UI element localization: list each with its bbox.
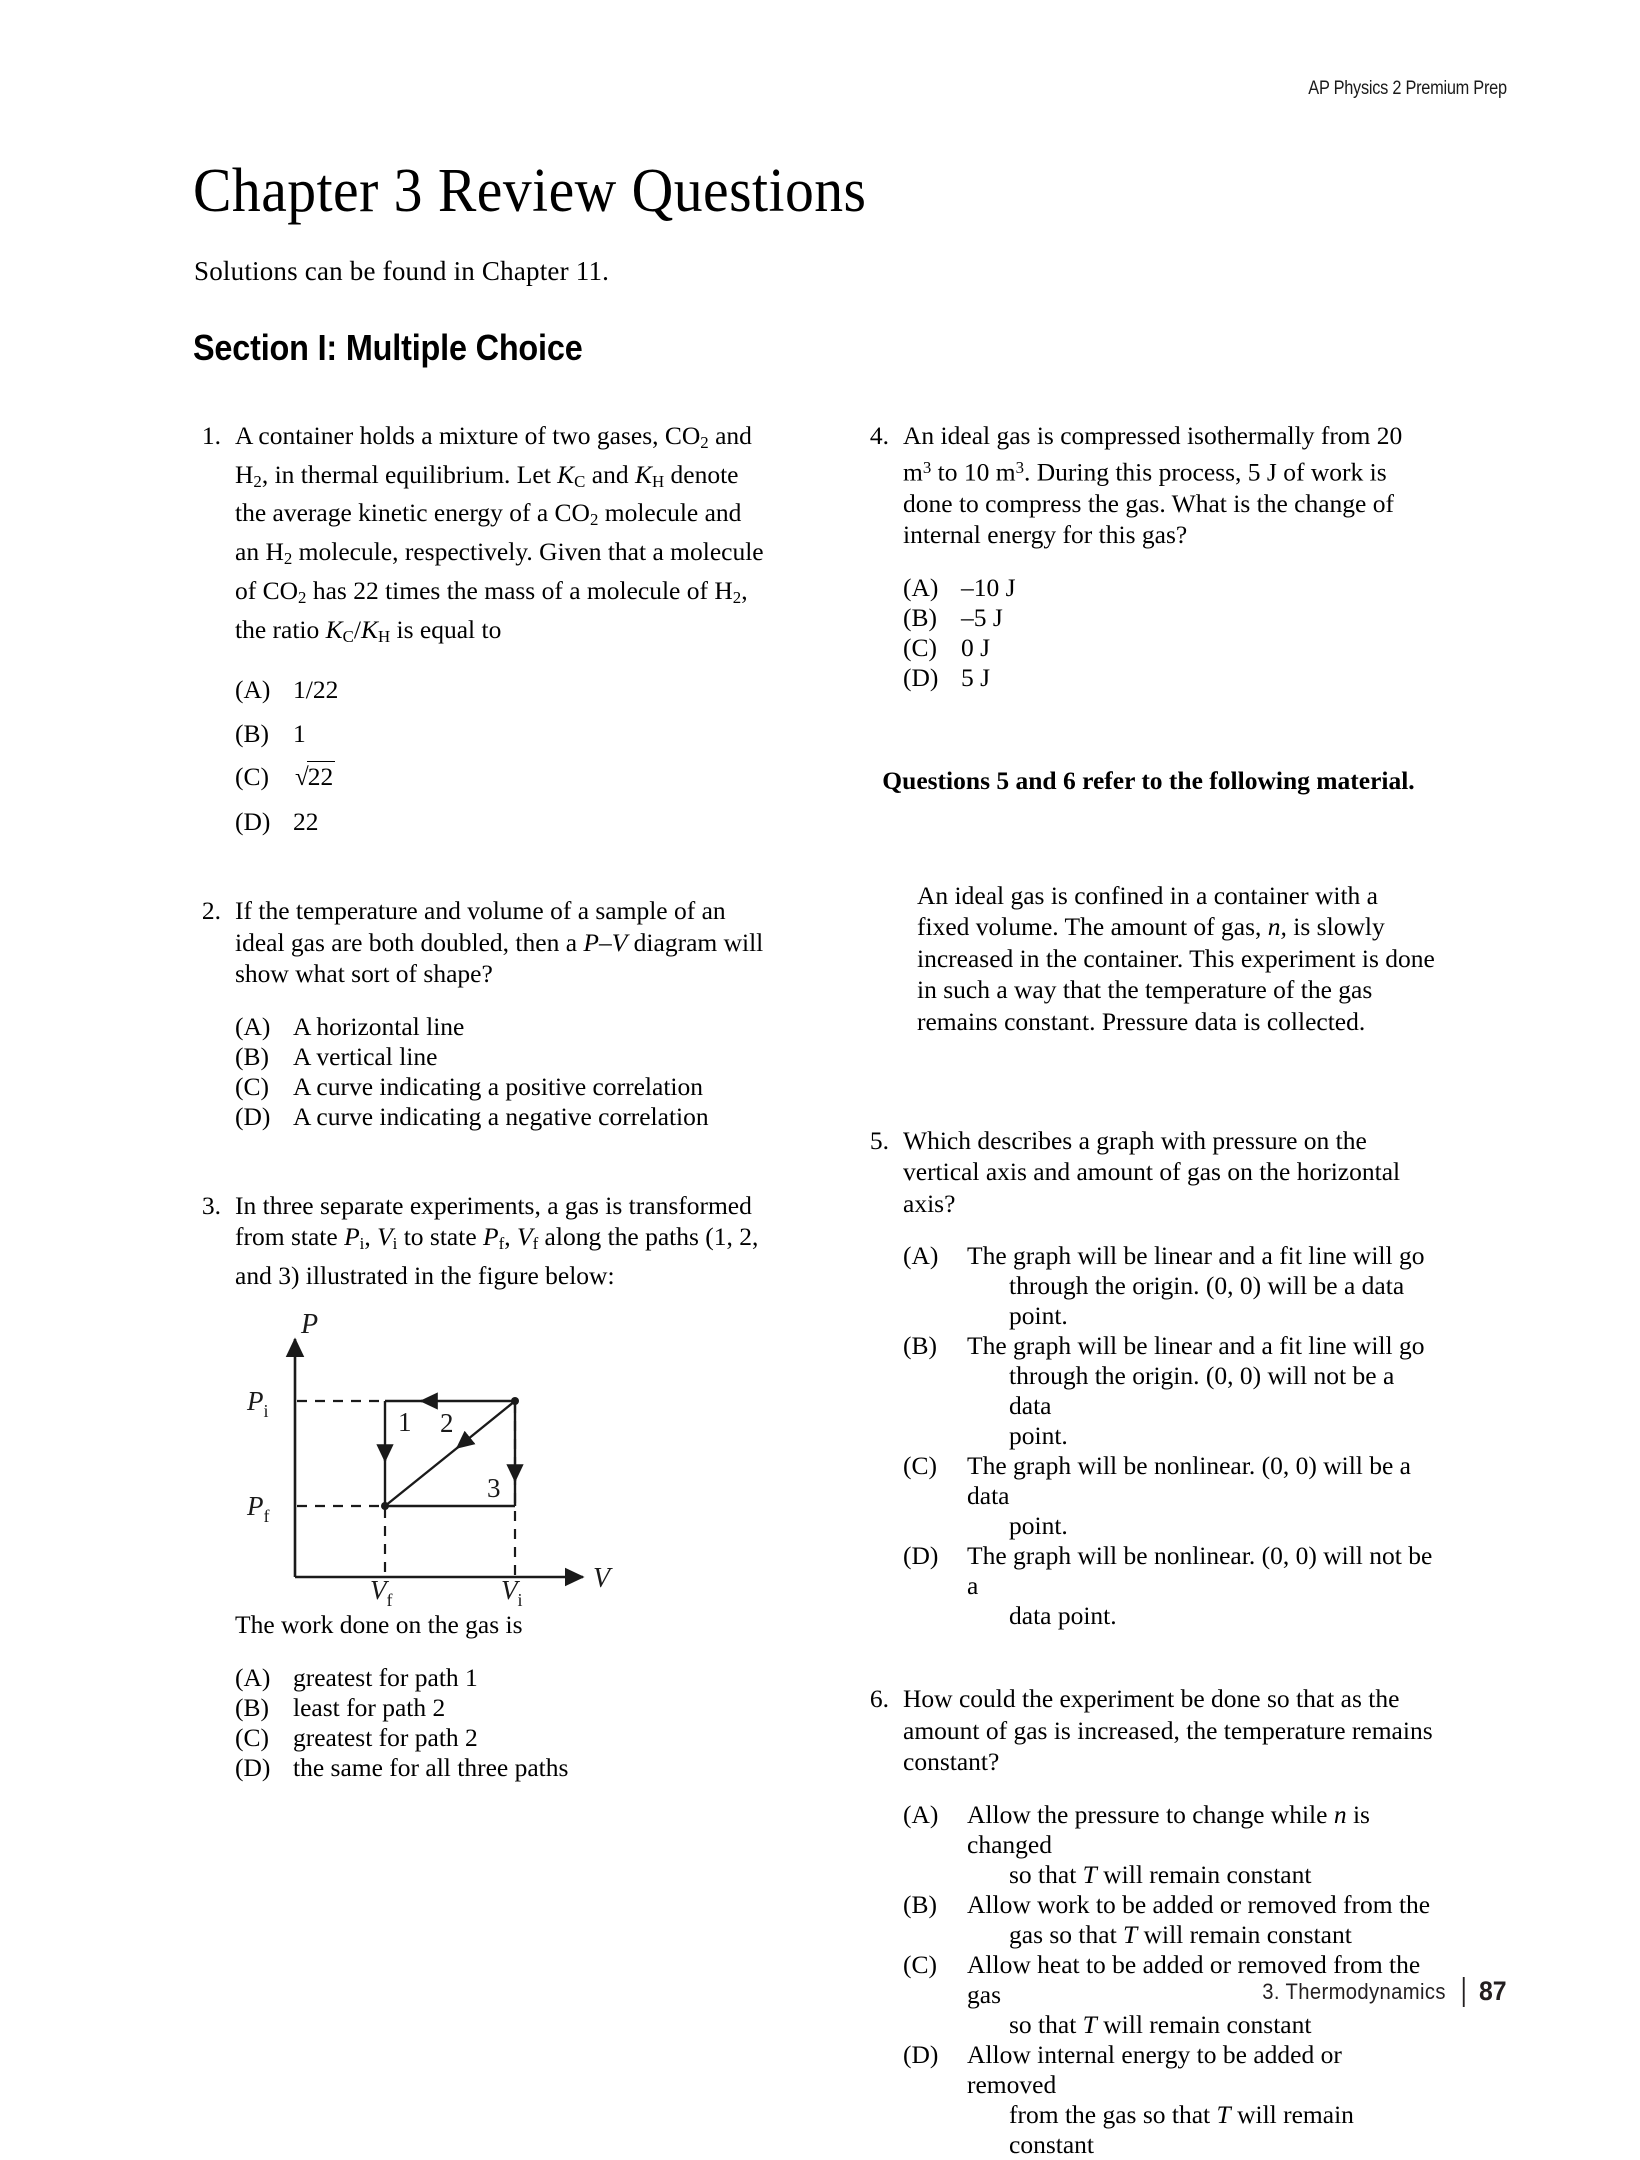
option-label: (C) (235, 1071, 269, 1101)
page-number: 87 (1479, 1976, 1507, 2006)
vi-label: $V_i$ (501, 1575, 523, 1611)
solutions-note: Solutions can be found in Chapter 11. (194, 256, 610, 286)
question-stem: How could the experiment be done so that as the amount of gas is increased, the temperature remains constant? (903, 1684, 1433, 1777)
option-item[interactable] (235, 674, 768, 706)
stem-seg: , (364, 1222, 378, 1252)
option-item[interactable] (903, 1451, 1436, 1541)
option-item[interactable] (235, 806, 768, 838)
footer-chapter-label: 3. Thermodynamics (1262, 1978, 1447, 2004)
options-list-q3 (235, 1663, 795, 1783)
option-text: A curve indicating a negative correlation (293, 1101, 709, 1131)
option-text: 22 (293, 806, 319, 836)
option-label-spacer (903, 1601, 967, 1631)
stem-seg: , in thermal equilibrium. Let (261, 459, 558, 489)
pf-label: $P_f$ (247, 1491, 270, 1527)
option-item[interactable] (235, 761, 768, 794)
question-3-prompt: The work done on the gas is (235, 1610, 523, 1640)
stem-seg: molecule, respectively. Given that a molecule of CO (235, 537, 764, 605)
option-label: (B) (903, 1331, 937, 1361)
question-number: 6. (869, 1684, 889, 1714)
option-text-cont: through the origin. (0, 0) will be a data point. (1009, 1271, 1405, 1331)
option-text: A horizontal line (293, 1011, 465, 1041)
option-text: 0 J (961, 632, 991, 662)
option-label: (C) (235, 1722, 269, 1752)
option-item[interactable] (235, 1042, 768, 1072)
question-stem: A container holds a mixture of two gases, $CO_2$ and $H_2$, in thermal equilibrium. Let $K_C$ and $K_H$ denote the average kinetic energy of a $CO_2$ molecule and an $H_2$ molecule, respectively. Given that a molecule of $CO_2$ has 22 times the mass of a molecule of $H_2$, the ratio $K_C/K_H$ is equal to (235, 421, 764, 646)
stimulus-text (861, 880, 1436, 1038)
option-item[interactable] (235, 718, 768, 750)
page-title: Chapter 3 Review Questions (193, 157, 867, 225)
option-text: The graph will be nonlinear. (0, 0) will not be a (967, 1541, 1433, 1601)
question-4 (861, 420, 1436, 693)
option-text-cont: so that T will remain constant (1009, 2009, 1312, 2039)
option-text: –10 J (961, 572, 1016, 602)
option-item[interactable] (903, 573, 1436, 603)
right-column (861, 420, 1436, 2160)
option-label: (A) (903, 1241, 939, 1271)
option-label: (D) (235, 806, 271, 836)
option-label: (B) (235, 1692, 269, 1722)
option-text: The graph will be nonlinear. (0, 0) will be a data (967, 1451, 1411, 1511)
option-item[interactable] (235, 1723, 795, 1753)
question-3 (193, 1190, 768, 1783)
stem-seg: , the ratio (235, 575, 748, 644)
stem-seg: has 22 times the mass of a molecule of H (306, 575, 733, 605)
option-item[interactable] (903, 1890, 1436, 1950)
option-text: greatest for path 1 (293, 1662, 478, 1692)
option-text-cont: point. (1009, 1511, 1068, 1541)
question-number: 3. (201, 1190, 221, 1220)
option-label: (C) (903, 1949, 937, 1979)
option-text: Allow heat to be added or removed from the gas (967, 1949, 1421, 2009)
left-column (193, 420, 768, 1783)
option-text: Allow internal energy to be added or removed (967, 2039, 1342, 2099)
option-item[interactable] (903, 2040, 1436, 2160)
stem-seg: to 10 m (931, 457, 1016, 487)
option-label: (A) (235, 1662, 271, 1692)
stimulus-seg: is slowly increased in the container. This experiment is done in such a way that the temperature of the gas remains constant. Pressure data is collected. (917, 912, 1435, 1036)
vf-label: $V_f$ (370, 1575, 393, 1611)
path-2-label: 2 (440, 1408, 454, 1439)
question-5 (861, 1125, 1436, 1632)
pv-diagram-svg (235, 1309, 635, 1611)
stem-seg: diagram will show what sort of shape? (235, 927, 764, 989)
stem-seg: , (504, 1222, 517, 1252)
option-text: Allow the pressure to change while n is changed (967, 1799, 1370, 1859)
stem-italic: P–V (583, 927, 628, 957)
option-label: (D) (235, 1101, 271, 1131)
option-text: 1 (293, 718, 306, 748)
final-state-dot (381, 1502, 389, 1510)
stem-seg: A container holds a mixture of two gases, CO (235, 421, 701, 450)
option-text: 5 J (961, 662, 991, 692)
option-label-spacer (903, 1860, 967, 1890)
option-text: least for path 2 (293, 1692, 446, 1722)
path-2-line (385, 1440, 467, 1506)
footer-divider (1463, 1977, 1465, 2007)
option-text-cont: gas so that T will remain constant (1009, 1919, 1352, 1949)
option-label: (A) (235, 1011, 271, 1041)
question-stem: Which describes a graph with pressure on the vertical axis and amount of gas on the horizontal axis? (903, 1125, 1401, 1218)
v-axis-label: V (593, 1563, 611, 1595)
option-text-cont: point. (1009, 1421, 1068, 1451)
option-text: A vertical line (293, 1041, 438, 1071)
options-list-q4 (903, 573, 1436, 693)
stem-seg: is equal to (390, 614, 502, 644)
question-stem: An ideal gas is compressed isothermally from 20 $m^3$ to 10 $m^3$. During this process, 5 J of work is done to compress the gas. What is the change of internal energy for this gas? (903, 421, 1403, 550)
option-label: (D) (235, 1752, 271, 1782)
stem-seg: to state (397, 1222, 484, 1252)
pv-diagram-figure (235, 1309, 795, 1609)
stimulus-italic: n, (1267, 912, 1287, 942)
options-list-q1 (235, 674, 768, 837)
square-root-glyph: √22 (295, 762, 334, 792)
question-number: 1. (201, 421, 221, 450)
option-label: (A) (903, 572, 939, 602)
option-label-spacer (903, 2010, 967, 2040)
option-item[interactable] (903, 1541, 1436, 1631)
stem-seg: An ideal gas is compressed isothermally from 20 m (903, 421, 1403, 487)
options-list-q2 (235, 1012, 768, 1132)
question-2 (193, 895, 768, 1132)
options-list-q5 (903, 1241, 1436, 1631)
option-label-spacer (903, 2100, 967, 2160)
stem-seg: . During this process, 5 J of work is done to compress the gas. What is the change of internal energy for this gas? (903, 457, 1394, 550)
option-label-spacer (903, 1421, 967, 1451)
section-heading: Section I: Multiple Choice (193, 327, 583, 368)
option-item[interactable] (903, 633, 1436, 663)
option-text-cont: from the gas so that T will remain constant (1009, 2099, 1354, 2159)
option-item[interactable] (903, 1331, 1436, 1451)
question-stem (235, 895, 768, 990)
stem-seg: along the paths (1, 2, and 3) illustrated in the figure below: (235, 1222, 759, 1290)
option-label: (D) (903, 1541, 939, 1571)
option-label: (B) (903, 1889, 937, 1919)
option-text-cont: data point. (1009, 1601, 1117, 1631)
option-text-cont: so that T will remain constant (1009, 1859, 1312, 1889)
question-number: 5. (869, 1125, 889, 1155)
p-axis-label: P (301, 1309, 319, 1341)
question-number: 2. (201, 896, 221, 926)
stem-seg: If the temperature and volume of a sample of an ideal gas are both doubled, then a (235, 896, 726, 957)
option-item[interactable] (235, 1693, 795, 1723)
option-label: (C) (235, 762, 269, 792)
stem-seg: molecule and an H (235, 498, 742, 567)
option-text: The graph will be linear and a fit line will go (967, 1241, 1425, 1271)
option-label: (B) (235, 1041, 269, 1071)
option-item[interactable] (903, 603, 1436, 633)
initial-state-dot (511, 1397, 519, 1405)
page-footer (1263, 1976, 1507, 2007)
stem-seg: In three separate experiments, a gas is transformed from state (235, 1190, 752, 1252)
stem-seg: and H (235, 421, 752, 489)
question-1 (193, 420, 768, 837)
option-item[interactable] (235, 1753, 795, 1783)
question-stem: In three separate experiments, a gas is transformed from state $P_i$, $V_i$ to state $P_f$, $V_f$ along the paths (1, 2, and 3) illustrated in the figure below: (235, 1190, 759, 1290)
question-number: 4. (869, 421, 889, 450)
stimulus-seg: An ideal gas is confined in a container with a fixed volume. The amount of gas, (917, 880, 1378, 942)
option-text: –5 J (961, 602, 1003, 632)
pi-label: $P_i$ (247, 1386, 269, 1422)
option-text (293, 761, 768, 794)
stimulus-heading: Questions 5 and 6 refer to the following material. (882, 765, 1415, 795)
option-item[interactable] (903, 1800, 1436, 1890)
option-label: (D) (903, 662, 939, 692)
option-text: A curve indicating a positive correlation (293, 1071, 703, 1101)
option-item[interactable] (235, 1663, 795, 1693)
option-label: (D) (903, 2039, 939, 2069)
option-label: (A) (903, 1799, 939, 1829)
option-label-spacer (903, 1511, 967, 1541)
option-label: (C) (903, 632, 937, 662)
option-item[interactable] (235, 1072, 768, 1102)
page-content (193, 0, 1518, 2159)
option-label: (A) (235, 675, 271, 705)
option-item[interactable] (235, 1012, 768, 1042)
stem-seg: and (585, 459, 635, 489)
stem-seg: denote the average kinetic energy of a CO (235, 459, 739, 528)
question-6 (861, 1683, 1436, 2160)
option-text-cont: through the origin. (0, 0) will not be a data (1009, 1361, 1395, 1421)
option-item[interactable] (903, 663, 1436, 693)
option-text: greatest for path 2 (293, 1722, 478, 1752)
option-label: (B) (235, 718, 269, 748)
option-text: the same for all three paths (293, 1752, 569, 1782)
path-3-label: 3 (487, 1473, 501, 1504)
option-label-spacer (903, 1361, 967, 1421)
option-label: (C) (903, 1451, 937, 1481)
option-item[interactable] (903, 1241, 1436, 1331)
option-item[interactable] (235, 1102, 768, 1132)
option-label: (B) (903, 602, 937, 632)
option-text: The graph will be linear and a fit line will go (967, 1331, 1425, 1361)
running-head: AP Physics 2 Premium Prep (1308, 78, 1507, 99)
option-label-spacer (903, 1920, 967, 1950)
path-1-label: 1 (398, 1407, 412, 1438)
option-text: Allow work to be added or removed from the (967, 1889, 1431, 1919)
option-text: 1/22 (293, 675, 339, 705)
option-label-spacer (903, 1271, 967, 1331)
